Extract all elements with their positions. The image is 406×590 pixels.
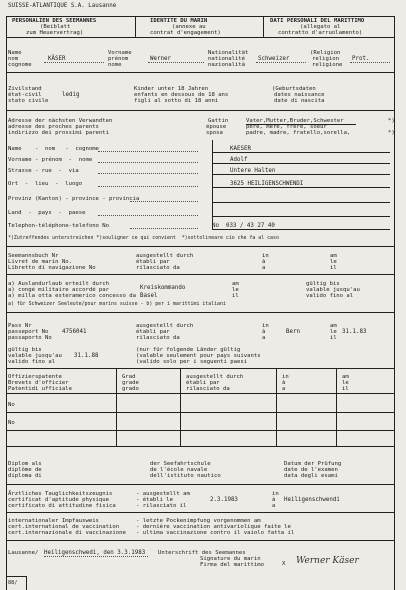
passport-label-de: Pass Nr (8, 323, 32, 329)
nationality-value: Schweizer (258, 56, 290, 62)
officer-issued-de: ausgestellt durch (186, 374, 244, 380)
address-label-fr: adresse des proches parents (8, 124, 99, 130)
medical-label-it: certificato di attitudine fisica (8, 503, 116, 509)
seaman-book-in-fr: à (262, 259, 266, 265)
officer-grade-it: grado (122, 386, 139, 392)
passport-date: 31.1.83 (342, 329, 367, 335)
signature-label-it: Firma del marittimo (200, 562, 264, 568)
passport-valid-fr: valable jusqu'au (8, 353, 62, 359)
addr-row-phone-label: Telephon-téléphone-telefono No (8, 223, 110, 229)
diploma-date-fr: date de l'examen (284, 467, 338, 473)
vaccination-label-it: cert.internazionale di vaccinazione (8, 530, 126, 536)
header-fr-sub1: (annexe au (172, 24, 206, 30)
seaman-book-issued-fr: établi par (136, 259, 170, 265)
officer-am-it: il (342, 386, 349, 392)
passport-in-de: in (262, 323, 269, 329)
religion-label-de: (Religion (310, 50, 341, 56)
officer-no-1: No (8, 402, 15, 408)
addr-row-firstname-value: Adolf (230, 157, 248, 163)
passport-country-it: (valido solo per i seguenti paesi (136, 359, 248, 365)
civil-label-it: stato civile (8, 98, 49, 104)
passport-issued-fr: établi par (136, 329, 170, 335)
leave-valid-fr: valable jusqu'au (306, 287, 360, 293)
medical-issued-it: - rilasciato il (136, 503, 187, 509)
religion-label-it: religione (312, 62, 343, 68)
leave-line-fr: a) congé militaire accordé par (8, 287, 110, 293)
medical-in-fr: à (272, 497, 276, 503)
birth-label-it: date di nascita (274, 98, 325, 104)
vaccination-text-fr: - dernière vaccination antivariolique faite le (136, 524, 291, 530)
passport-am-it: il (330, 335, 337, 341)
firstname-label-it: nome (108, 62, 122, 68)
vaccination-label-de: internationaler Impfausweis (8, 518, 99, 524)
form-number: 88/ (8, 580, 18, 586)
officer-in-fr: à (282, 380, 286, 386)
leave-valid-it: valido fino al (306, 293, 354, 299)
civil-status-value: ledig (62, 92, 80, 98)
passport-valid-de: gültig bis (8, 347, 42, 353)
seaman-book-am-fr: le (330, 259, 337, 265)
addr-row-name-value: KAESER (230, 146, 251, 152)
medical-place: Heiligenschwendi (284, 497, 340, 503)
children-label-fr: enfants en dessous de 18 ans (134, 92, 229, 98)
passport-number: 4756041 (62, 329, 87, 335)
seaman-book-in-de: in (262, 253, 269, 259)
passport-issued-de: ausgestellt durch (136, 323, 194, 329)
medical-issued-fr: - établi le (136, 497, 174, 503)
officer-grade-fr: grade (122, 380, 139, 386)
leave-line-b: a) für Schweizer Seeleute/pour marins suisse - b) per i marittimi italiani (8, 301, 226, 307)
diploma-school-fr: de l'école navale (150, 467, 208, 473)
spouse-label-fr: épouse (206, 124, 227, 130)
nationality-label-it: nazionalità (208, 62, 246, 68)
company-title: SUISSE-ATLANTIQUE S.A. Lausanne (8, 3, 117, 9)
address-label-de: Adresse der nächsten Verwandten (8, 118, 113, 124)
relation-label-de: Vater,Mutter,Bruder,Schwester (246, 118, 344, 124)
civil-label-fr: état-civil (8, 92, 42, 98)
addr-row-phone-value: No 033 / 43 27 40 (212, 223, 275, 229)
seaman-book-in-it: a (262, 265, 266, 271)
diploma-school-de: der Seefahrtschule (150, 461, 211, 467)
vaccination-text-de: - letzte Pockenimpfung vorgenommen am (136, 518, 261, 524)
seaman-book-issued-de: ausgestellt durch (136, 253, 194, 259)
medical-date: 2.3.1983 (210, 497, 238, 503)
addr-row-name-label: Name - nom - cognome (8, 146, 99, 152)
medical-in-de: in (272, 491, 279, 497)
medical-in-it: a (272, 503, 276, 509)
diploma-label-de: Diplom als (8, 461, 42, 467)
officer-am-fr: le (342, 380, 349, 386)
header-fr-sub2: contrat d'engagement) (150, 30, 221, 36)
passport-label-fr: passeport No (8, 329, 49, 335)
addr-row-street-label: Strasse - rue - via (8, 168, 79, 174)
officer-grade-de: Grad (122, 374, 136, 380)
relation-label-it: padre, madre, fratello,sorella, (246, 130, 351, 136)
name-label-it: cognome (8, 62, 32, 68)
leave-am-de: am (232, 281, 239, 287)
children-label-de: Kinder unter 18 Jahren (134, 86, 209, 92)
leave-valid-de: gültig bis (306, 281, 340, 287)
name-label-fr: nom (8, 56, 19, 62)
passport-label-it: passaporto No (8, 335, 52, 341)
passport-country-de: (nur für folgende Länder gültig (136, 347, 241, 353)
civil-label-de: Zivilstand (8, 86, 42, 92)
relation-label-fr: père, mère, frère, soeur (246, 124, 327, 130)
vaccination-text-it: - ultima vaccinazione contro il vaiolo fatta il (136, 530, 295, 536)
header-it-title: DATI PERSONALI DEL MARITTIMO (270, 18, 365, 24)
seaman-book-issued-it: rilasciato da (136, 265, 180, 271)
leave-am-it: il (232, 293, 239, 299)
header-fr-title: IDENTITE DU MARIN (150, 18, 208, 24)
seaman-book-label-fr: Livret de marin No. (8, 259, 72, 265)
address-label-it: indirizzo dei prossimi parenti (8, 130, 110, 136)
passport-in-it: a (262, 335, 266, 341)
addr-row-street-value: Untere Halten (230, 168, 276, 174)
passport-am-fr: le (330, 329, 337, 335)
passport-country-fr: (valable seulement pour pays suivants (136, 353, 261, 359)
vaccination-label-fr: cert.international de vaccination (8, 524, 120, 530)
birth-label-fr: dates naissance (274, 92, 325, 98)
nationality-label-de: Nationalität (208, 50, 249, 56)
birth-label-de: (Geburtsdaten (272, 86, 316, 92)
officer-no-2: No (8, 420, 15, 426)
nationality-label-fr: nationalité (208, 56, 246, 62)
seaman-book-am-it: il (330, 265, 337, 271)
medical-label-de: Ärztliches Tauglichkeitszeugnis (8, 491, 113, 497)
leave-line-it: a) milla otta esteramerico concesso da (8, 293, 136, 299)
leave-am-fr: le (232, 287, 239, 293)
addr-row-province-label: Provinz (Kanton) - province - provincia (8, 196, 140, 202)
passport-in-fr: à (262, 329, 266, 335)
religion-value: Prot. (352, 56, 370, 62)
firstname-label-fr: prénom (108, 56, 129, 62)
leave-place: Basel (140, 293, 158, 299)
passport-place: Bern (286, 329, 300, 335)
header-de-sub1: (Beiblatt (40, 24, 71, 30)
signature-place-label: Lausanne/ (8, 550, 39, 556)
officer-am-de: am (342, 374, 349, 380)
firstname-value: Werner (150, 56, 171, 62)
name-label-de: Name (8, 50, 22, 56)
leave-line-de: a) Auslandurlaub erteilt durch (8, 281, 110, 287)
diploma-date-de: Datum der Prüfung (284, 461, 342, 467)
diploma-school-it: dell'istituto nautico (150, 473, 221, 479)
spouse-label-it: sposa (206, 130, 223, 136)
passport-valid-it: valido fino al (8, 359, 56, 365)
firstname-label-de: Vorname (108, 50, 132, 56)
officer-issued-it: rilasciato da (186, 386, 230, 392)
header-de-sub2: zum Heuervertrag) (26, 30, 84, 36)
officer-in-de: in (282, 374, 289, 380)
leave-authority: Kreiskommando (140, 285, 186, 291)
signature-place-date: Heiligenschwedi, den 3.3.1983 (44, 550, 146, 556)
officer-issued-fr: établi par (186, 380, 220, 386)
header-de-title: PERSONALIEN DES SEEMANNES (12, 18, 97, 24)
addr-row-city-label: Ort - lieu - luogo (8, 181, 83, 187)
officer-label-it: Patentidi ufficiale (8, 386, 72, 392)
religion-label-fr: religion (312, 56, 339, 62)
seaman-book-am-de: am (330, 253, 337, 259)
header-it-sub2: contratto d'arruolamento) (278, 30, 363, 36)
medical-label-fr: certificat d'aptitude physique (8, 497, 110, 503)
passport-issued-it: rilasciato da (136, 335, 180, 341)
seaman-book-label-it: Libretto di navigazione No (8, 265, 96, 271)
signature-label-de: Unterschrift des Seemannes (158, 550, 246, 556)
passport-am-de: am (330, 323, 337, 329)
seaman-book-label-de: Seemannsbuch Nr (8, 253, 59, 259)
officer-label-fr: Brevets d'officier (8, 380, 69, 386)
spouse-label-de: Gattin (208, 118, 229, 124)
diploma-label-fr: diplôme de (8, 467, 42, 473)
officer-label-de: Offizierspatente (8, 374, 62, 380)
medical-issued-de: - ausgestellt am (136, 491, 190, 497)
addr-row-firstname-label: Vorname - prénom - nome (8, 157, 93, 163)
children-label-it: figli al sotto di 18 anni (134, 98, 219, 104)
addr-row-country-label: Land - pays - paese (8, 210, 86, 216)
header-it-sub1: (allegato al (300, 24, 341, 30)
addr-row-city-value: 3625 HEILIGENSCHWENDI (230, 181, 304, 187)
passport-valid-date: 31.1.88 (74, 353, 99, 359)
diploma-date-it: data degli esami (284, 473, 338, 479)
address-footnote: *)Zutreffendes unterstreichen *)souligner ce qui convient *)sottolineare cio che fa al caso (8, 235, 279, 241)
seaman-signature: Werner Käser (296, 556, 359, 566)
signature-label-fr: Signature du marin (200, 556, 261, 562)
surname-value: KÄSER (48, 56, 66, 62)
diploma-label-it: diploma di (8, 473, 42, 479)
officer-in-it: a (282, 386, 286, 392)
